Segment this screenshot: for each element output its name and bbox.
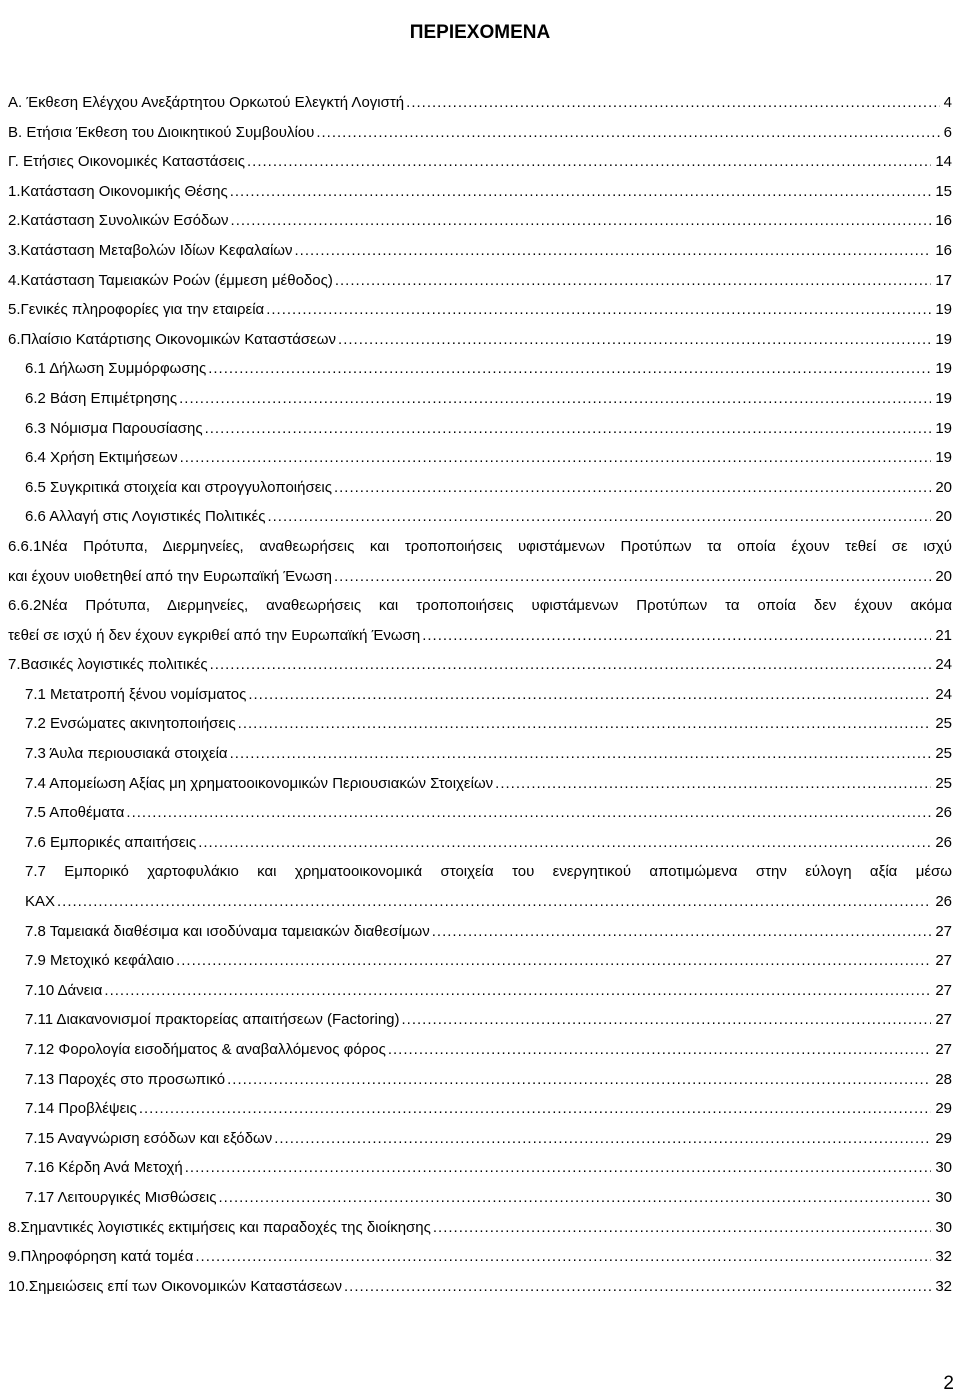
- toc-entry-label: 7.12 Φορολογία εισοδήματος & αναβαλλόμενος φόρος: [25, 1041, 386, 1058]
- toc-entry-page: 19: [935, 330, 952, 348]
- toc-entry-page: 19: [935, 419, 952, 437]
- toc-entry[interactable]: [0, 650, 960, 680]
- toc-dot-leader: [179, 384, 931, 414]
- toc-entry-page: 16: [935, 212, 952, 230]
- toc-entry-page: 26: [935, 893, 952, 911]
- toc-entry-label: 7.3 Άυλα περιουσιακά στοιχεία: [25, 745, 228, 763]
- toc-dot-leader: [266, 295, 931, 325]
- toc-dot-leader: [176, 946, 931, 976]
- toc-entry[interactable]: [0, 325, 960, 355]
- toc-entry-page: 29: [935, 1100, 952, 1118]
- toc-entry[interactable]: [0, 502, 960, 532]
- toc-entry-label: 7.10 Δάνεια: [25, 981, 103, 999]
- toc-entry-label: 5.Γενικές πληροφορίες για την εταιρεία: [8, 301, 265, 319]
- toc-dot-leader: [126, 798, 931, 828]
- toc-dot-leader: [248, 680, 931, 710]
- toc-entry[interactable]: [0, 1272, 960, 1302]
- table-of-contents: [0, 88, 960, 1301]
- toc-dot-leader: [334, 473, 931, 503]
- toc-entry[interactable]: [0, 739, 960, 769]
- toc-entry-label: 7.8 Ταμειακά διαθέσιμα και ισοδύναμα ταμειακών διαθεσίμων: [25, 922, 430, 940]
- toc-dot-leader: [267, 502, 931, 532]
- toc-entry[interactable]: [0, 946, 960, 976]
- toc-dot-leader: [433, 1213, 931, 1243]
- toc-entry-label: 7.16 Κέρδη Ανά Μετοχή: [25, 1159, 183, 1177]
- toc-entry-page: 30: [935, 1159, 952, 1177]
- toc-entry[interactable]: [0, 443, 960, 473]
- toc-entry[interactable]: [0, 295, 960, 325]
- toc-dot-leader: [406, 88, 940, 118]
- toc-entry-label-line2: ΚΑΧ: [25, 893, 56, 911]
- toc-entry[interactable]: [0, 147, 960, 177]
- toc-entry-page: 27: [935, 922, 952, 940]
- toc-dot-leader: [210, 650, 932, 680]
- toc-entry-page: 27: [935, 952, 952, 970]
- toc-entry-label: 6.5 Συγκριτικά στοιχεία και στρογγυλοποιήσεις: [25, 478, 332, 496]
- toc-entry-label: 6.1 Δήλωση Συμμόρφωσης: [25, 360, 207, 378]
- toc-entry-multiline[interactable]: [0, 591, 960, 650]
- toc-entry-label-line1: 6.6.1Νέα Πρότυπα, Διερμηνείες, αναθεωρήσεις και τροποποιήσεις υφιστάμενων Προτύπων τα οποία έχουν τεθεί σε ισχύ: [8, 537, 952, 555]
- toc-dot-leader: [274, 1124, 931, 1154]
- toc-dot-leader: [238, 709, 932, 739]
- toc-entry-label: 7.Βασικές λογιστικές πολιτικές: [8, 656, 208, 674]
- toc-entry-page: 20: [935, 508, 952, 526]
- toc-entry-page: 32: [935, 1248, 952, 1266]
- toc-entry[interactable]: [0, 414, 960, 444]
- toc-entry-label: 4.Κατάσταση Ταμειακών Ροών (έμμεση μέθοδος): [8, 271, 333, 289]
- toc-entry[interactable]: [0, 976, 960, 1006]
- toc-entry-multiline[interactable]: [0, 532, 960, 591]
- toc-entry-page: 19: [935, 301, 952, 319]
- toc-dot-leader: [338, 325, 931, 355]
- toc-entry[interactable]: [0, 1094, 960, 1124]
- toc-entry[interactable]: [0, 828, 960, 858]
- toc-dot-leader: [247, 147, 931, 177]
- toc-entry-label: Β. Ετήσια Έκθεση του Διοικητικού Συμβουλίου: [8, 123, 315, 141]
- toc-dot-leader: [57, 887, 931, 917]
- toc-entry[interactable]: [0, 1065, 960, 1095]
- toc-entry-page: 6: [943, 123, 952, 141]
- toc-dot-leader: [230, 739, 932, 769]
- toc-entry-label: 7.13 Παροχές στο προσωπικό: [25, 1070, 226, 1088]
- toc-entry-label: 6.4 Χρήση Εκτιμήσεων: [25, 449, 178, 467]
- toc-entry[interactable]: [0, 798, 960, 828]
- toc-dot-leader: [422, 621, 931, 651]
- toc-entry-page: 27: [935, 1011, 952, 1029]
- toc-entry-label: 6.3 Νόμισμα Παρουσίασης: [25, 419, 203, 437]
- toc-dot-leader: [227, 1065, 931, 1095]
- toc-entry-label: 9.Πληροφόρηση κατά τομέα: [8, 1248, 194, 1266]
- toc-entry[interactable]: [0, 1153, 960, 1183]
- toc-entry-page: 26: [935, 833, 952, 851]
- toc-entry-label-line1: 7.7 Εμπορικό χαρτοφυλάκιο και χρηματοοικονομικά στοιχεία του ενεργητικού αποτιμώμενα στην εύλογη αξία μέσω: [25, 863, 952, 881]
- toc-dot-leader: [231, 206, 932, 236]
- toc-entry[interactable]: [0, 1005, 960, 1035]
- toc-entry-label: Γ. Ετήσιες Οικονομικές Καταστάσεις: [8, 153, 245, 171]
- toc-entry-page: 26: [935, 804, 952, 822]
- toc-dot-leader: [388, 1035, 932, 1065]
- toc-entry[interactable]: [0, 769, 960, 799]
- toc-dot-leader: [104, 976, 931, 1006]
- toc-entry-page: 28: [935, 1070, 952, 1088]
- toc-dot-leader: [344, 1272, 931, 1302]
- toc-dot-leader: [295, 236, 932, 266]
- toc-dot-leader: [139, 1094, 931, 1124]
- toc-entry-page: 20: [935, 478, 952, 496]
- toc-entry-page: 15: [935, 182, 952, 200]
- toc-dot-leader: [180, 443, 932, 473]
- toc-entry[interactable]: [0, 384, 960, 414]
- toc-entry-label: 7.9 Μετοχικό κεφάλαιο: [25, 952, 175, 970]
- toc-entry-page: 27: [935, 1041, 952, 1058]
- toc-entry[interactable]: [0, 88, 960, 118]
- toc-entry-label: 7.6 Εμπορικές απαιτήσεις: [25, 833, 197, 851]
- toc-entry-label: Α. Έκθεση Ελέγχου Ανεξάρτητου Ορκωτού Ελεγκτή Λογιστή: [8, 94, 405, 111]
- toc-entry-page: 25: [935, 745, 952, 763]
- toc-entry-page: 24: [935, 685, 952, 703]
- toc-entry[interactable]: [0, 236, 960, 266]
- toc-entry-page: 24: [935, 656, 952, 674]
- toc-entry[interactable]: [0, 709, 960, 739]
- toc-entry-label: 10.Σημειώσεις επί των Οικονομικών Καταστάσεων: [8, 1277, 342, 1295]
- toc-entry-label: 6.Πλαίσιο Κατάρτισης Οικονομικών Καταστάσεων: [8, 330, 337, 348]
- toc-entry-page: 30: [935, 1218, 952, 1236]
- toc-entry-label: 6.6 Αλλαγή στις Λογιστικές Πολιτικές: [25, 508, 266, 526]
- toc-entry-label: 7.15 Αναγνώριση εσόδων και εξόδων: [25, 1129, 273, 1147]
- toc-entry-page: 21: [935, 626, 952, 644]
- toc-entry-label: 6.2 Βάση Επιμέτρησης: [25, 389, 178, 407]
- toc-entry-label: 7.1 Μετατροπή ξένου νομίσματος: [25, 685, 247, 703]
- toc-entry-label-line1: 6.6.2Νέα Πρότυπα, Διερμηνείες, αναθεωρήσεις και τροποποιήσεις υφιστάμενων Προτύπων τα οποία δεν έχουν ακόμα: [8, 597, 952, 615]
- toc-entry[interactable]: [0, 266, 960, 296]
- toc-entry-page: 4: [943, 94, 952, 111]
- page-number: 2: [943, 1373, 954, 1394]
- toc-entry-label: 3.Κατάσταση Μεταβολών Ιδίων Κεφαλαίων: [8, 241, 293, 259]
- toc-entry-label: 2.Κατάσταση Συνολικών Εσόδων: [8, 212, 229, 230]
- toc-entry[interactable]: [0, 917, 960, 947]
- toc-entry-label-line2: τεθεί σε ισχύ ή δεν έχουν εγκριθεί από την Ευρωπαϊκή Ένωση: [8, 626, 421, 644]
- toc-dot-leader: [335, 266, 931, 296]
- toc-entry-page: 17: [935, 271, 952, 289]
- toc-entry[interactable]: [0, 1213, 960, 1243]
- toc-entry[interactable]: [0, 1242, 960, 1272]
- toc-entry-page: 19: [935, 389, 952, 407]
- toc-dot-leader: [198, 828, 931, 858]
- toc-entry-page: 20: [935, 567, 952, 585]
- toc-entry-page: 16: [935, 241, 952, 259]
- toc-entry-label: 7.2 Ενσώματες ακινητοποιήσεις: [25, 715, 236, 733]
- toc-entry-page: 30: [935, 1188, 952, 1206]
- toc-entry-page: 14: [935, 153, 952, 171]
- toc-dot-leader: [495, 769, 931, 799]
- toc-entry-page: 27: [935, 981, 952, 999]
- toc-dot-leader: [334, 562, 931, 592]
- toc-entry-page: 25: [935, 774, 952, 792]
- toc-entry-label: 7.4 Απομείωση Αξίας μη χρηματοοικονομικών Περιουσιακών Στοιχείων: [25, 774, 494, 792]
- toc-dot-leader: [218, 1183, 931, 1213]
- toc-entry-label: 7.5 Αποθέματα: [25, 804, 125, 822]
- toc-dot-leader: [205, 414, 932, 444]
- page-title: ΠΕΡΙΕΧΟΜΕΝΑ: [409, 22, 551, 43]
- toc-entry[interactable]: [0, 206, 960, 236]
- toc-entry-page: 29: [935, 1129, 952, 1147]
- toc-entry-multiline[interactable]: [0, 857, 960, 916]
- toc-entry[interactable]: [0, 473, 960, 503]
- toc-entry[interactable]: [0, 1035, 960, 1065]
- toc-dot-leader: [402, 1005, 932, 1035]
- toc-entry-label: 7.11 Διακανονισμοί πρακτορείας απαιτήσεων (Factoring): [25, 1011, 400, 1029]
- toc-dot-leader: [195, 1242, 931, 1272]
- toc-entry[interactable]: [0, 118, 960, 148]
- toc-entry[interactable]: [0, 680, 960, 710]
- toc-dot-leader: [208, 354, 931, 384]
- toc-entry-label: 1.Κατάσταση Οικονομικής Θέσης: [8, 182, 228, 200]
- toc-entry[interactable]: [0, 354, 960, 384]
- toc-entry-page: 25: [935, 715, 952, 733]
- toc-dot-leader: [230, 177, 932, 207]
- toc-entry[interactable]: [0, 177, 960, 207]
- toc-dot-leader: [185, 1153, 932, 1183]
- toc-entry-label: 7.14 Προβλέψεις: [25, 1100, 137, 1118]
- toc-entry-label: 8.Σημαντικές λογιστικές εκτιμήσεις και παραδοχές της διοίκησης: [8, 1218, 431, 1236]
- toc-entry-page: 32: [935, 1277, 952, 1295]
- toc-entry[interactable]: [0, 1124, 960, 1154]
- toc-entry[interactable]: [0, 1183, 960, 1213]
- toc-entry-label-line2: και έχουν υιοθετηθεί από την Ευρωπαϊκή Ένωση: [8, 567, 332, 585]
- toc-entry-page: 19: [935, 360, 952, 378]
- toc-dot-leader: [316, 118, 939, 148]
- toc-entry-label: 7.17 Λειτουργικές Μισθώσεις: [25, 1188, 217, 1206]
- toc-dot-leader: [432, 917, 932, 947]
- toc-entry-page: 19: [935, 449, 952, 467]
